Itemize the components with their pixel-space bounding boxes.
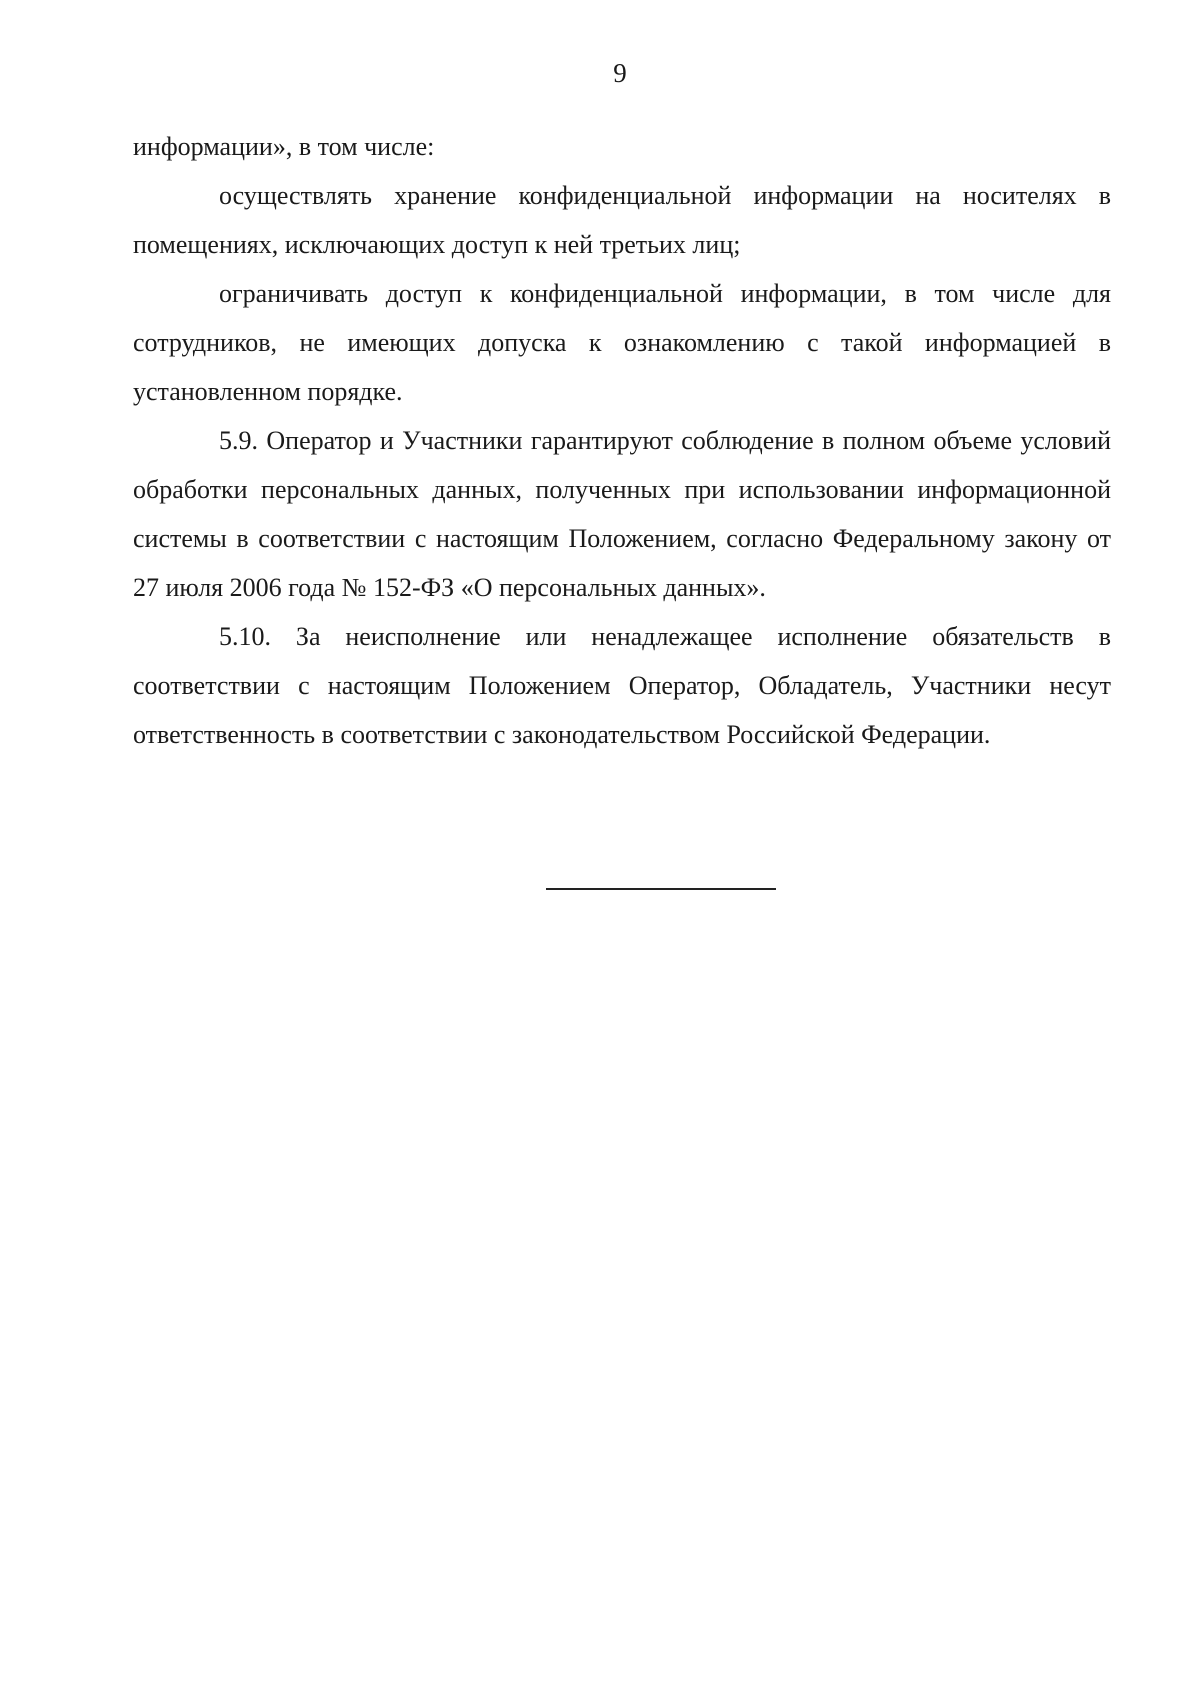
end-of-text-rule	[546, 888, 776, 890]
paragraph-access-restriction: ограничивать доступ к конфиденциальной информации, в том числе для сотрудников, не имеющих допуска к ознакомлению с такой информацией в установленном порядке.	[133, 279, 1111, 406]
document-body	[133, 122, 1111, 759]
paragraph-5-9: 5.9. Оператор и Участники гарантируют соблюдение в полном объеме условий обработки персональных данных, полученных при использовании информационной системы в соответствии с настоящим Положением, согласно Федеральному закону от 27 июля 2006 года № 152-ФЗ «О персональных данных».	[133, 426, 1111, 602]
paragraph-storage-obligation: осуществлять хранение конфиденциальной информации на носителях в помещениях, исключающих доступ к ней третьих лиц;	[133, 181, 1111, 259]
paragraph-5-10: 5.10. За неисполнение или ненадлежащее исполнение обязательств в соответствии с настоящим Положением Оператор, Обладатель, Участники несут ответственность в соответствии с законодательством Российской Федерации.	[133, 622, 1111, 749]
page-number: 9	[613, 58, 627, 88]
paragraph-continuation: информации», в том числе:	[133, 132, 435, 161]
